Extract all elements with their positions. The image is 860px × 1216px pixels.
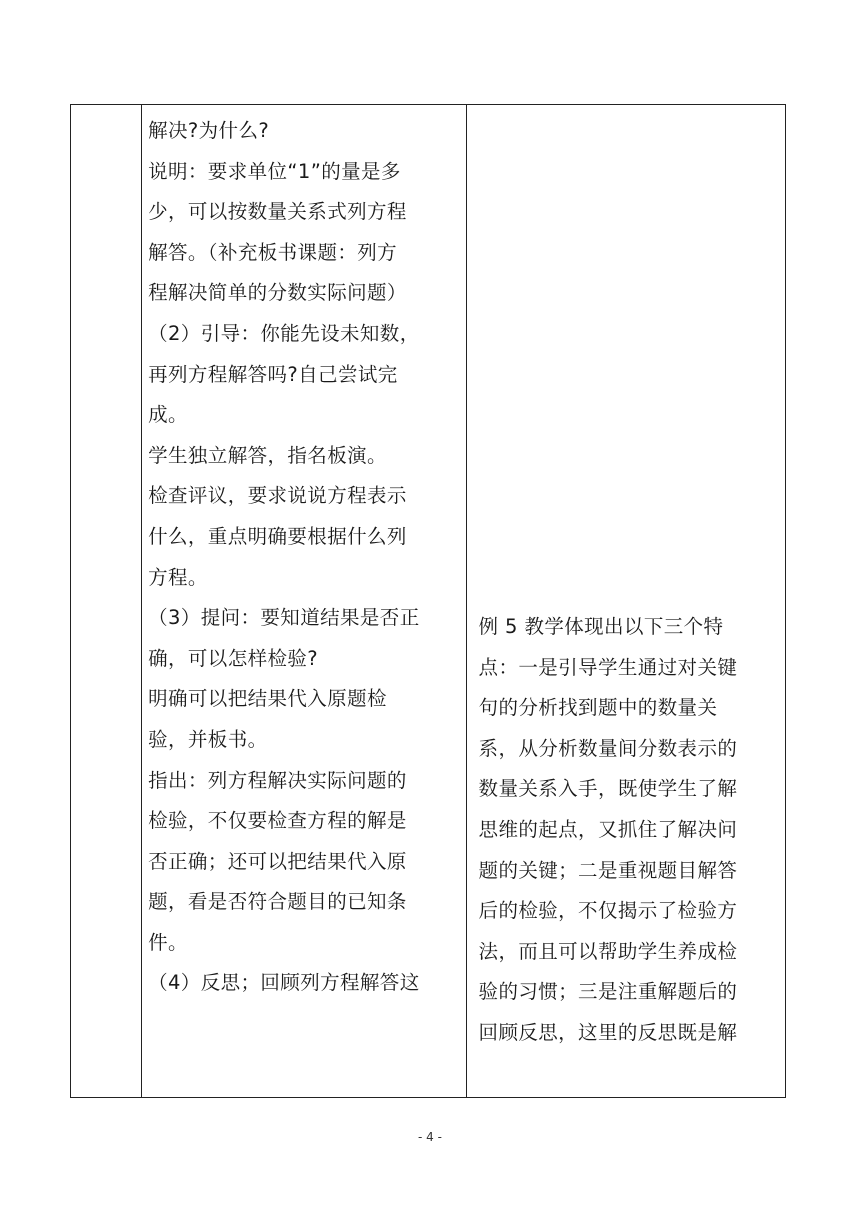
text-line: 确，可以怎样检验? <box>148 646 319 670</box>
design-notes-cell <box>466 105 785 1098</box>
table-row <box>71 105 786 1098</box>
teaching-steps-text <box>142 105 465 1004</box>
text-line: 题的关键；二是重视题目解答 <box>478 858 738 882</box>
text-line: 程解决简单的分数实际问题） <box>148 281 407 305</box>
text-line: 方程。 <box>148 565 208 589</box>
design-notes-text <box>467 607 785 1054</box>
text-line: 说明：要求单位“1”的量是多 <box>148 159 401 183</box>
text-line: 少，可以按数量关系式列方程 <box>148 200 407 224</box>
text-line: 检查评议，要求说说方程表示 <box>148 484 407 508</box>
text-line: 检验，不仅要检查方程的解是 <box>148 809 407 833</box>
page-number: - 4 - <box>418 1130 442 1144</box>
text-line: 数量关系入手，既使学生了解 <box>478 777 738 801</box>
text-line: 系，从分析数量间分数表示的 <box>478 736 738 760</box>
text-line: 验，并板书。 <box>148 727 268 751</box>
teaching-steps-cell <box>142 105 466 1098</box>
text-line: （4）反思；回顾列方程解答这 <box>148 971 420 995</box>
text-line: 再列方程解答吗?自己尝试完 <box>148 362 398 386</box>
blank-space <box>467 105 785 607</box>
lesson-plan-table <box>70 104 786 1098</box>
empty-left-cell <box>71 105 142 1098</box>
text-line: （2）引导：你能先设未知数， <box>148 321 420 345</box>
text-line: 否正确；还可以把结果代入原 <box>148 849 407 873</box>
text-line: 成。 <box>148 403 188 427</box>
text-line: 什么，重点明确要根据什么列 <box>148 524 407 548</box>
text-line: 点：一是引导学生通过对关键 <box>478 655 738 679</box>
text-line: 解答。（补充板书课题：列方 <box>148 240 398 264</box>
text-line: 回顾反思，这里的反思既是解 <box>478 1020 738 1044</box>
text-line: 例 5 教学体现出以下三个特 <box>478 615 724 638</box>
text-line: 句的分析找到题中的数量关 <box>478 696 718 720</box>
text-line: 解决?为什么? <box>148 119 270 142</box>
text-line: 件。 <box>148 930 188 954</box>
text-line: 题，看是否符合题目的已知条 <box>148 890 407 914</box>
text-line: 法，而且可以帮助学生养成检 <box>478 939 738 963</box>
text-line: 后的检验，不仅揭示了检验方 <box>478 899 738 923</box>
text-line: （3）提问：要知道结果是否正 <box>148 606 420 630</box>
text-line: 验的习惯；三是注重解题后的 <box>478 980 738 1004</box>
text-line: 明确可以把结果代入原题检 <box>148 687 387 711</box>
text-line: 思维的起点，又抓住了解决问 <box>478 817 738 841</box>
text-line: 指出：列方程解决实际问题的 <box>148 768 407 792</box>
text-line: 学生独立解答，指名板演。 <box>148 443 387 467</box>
